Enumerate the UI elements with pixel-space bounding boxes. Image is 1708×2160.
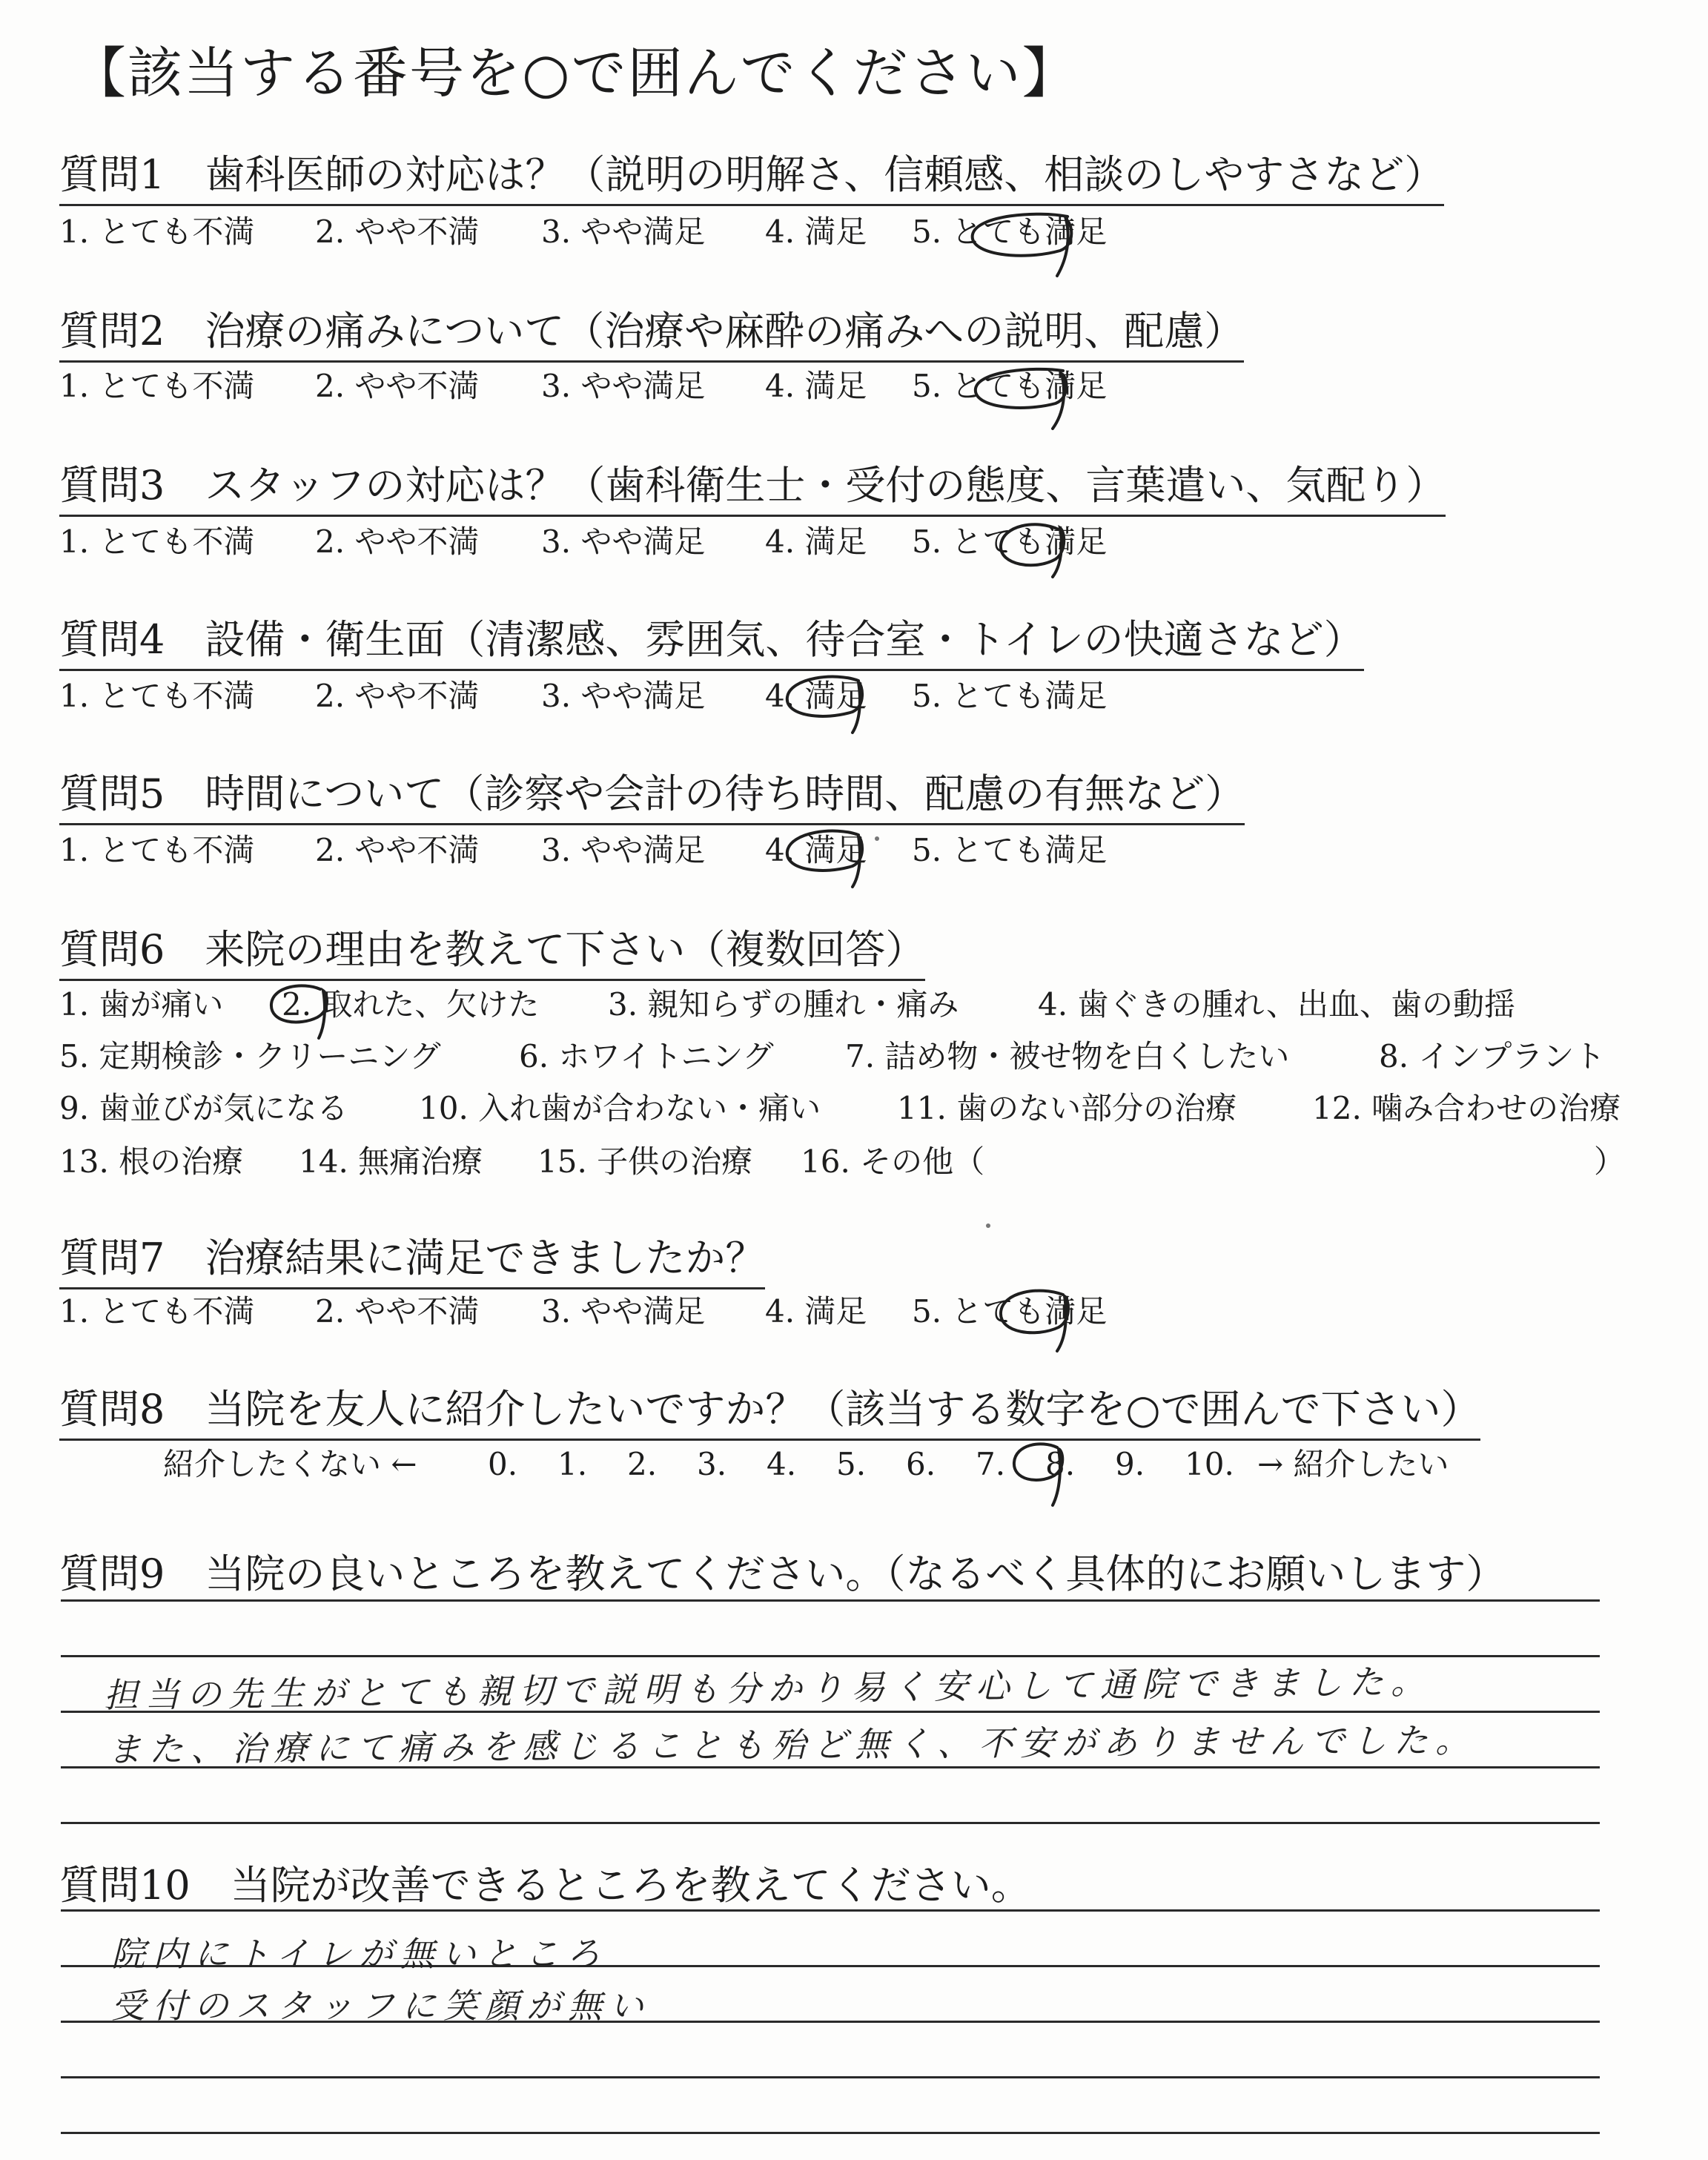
q6-option-15[interactable]: 15. 子供の治療 [537,1143,753,1180]
q6-option-2[interactable]: 2. 取れた、欠けた [282,986,540,1023]
q8-option-10[interactable]: 10. [1185,1446,1234,1482]
q5-option-5[interactable]: 5. とても満足 [912,832,1108,868]
q8-option-7[interactable]: 7. [976,1446,1006,1482]
q5-option-3[interactable]: 3. やや満足 [541,832,706,868]
q8-right-label: → 紹介したい [1257,1446,1449,1482]
q7-option-5[interactable]: 5. とても満足 [912,1293,1108,1330]
q6-option-6[interactable]: 6. ホワイトニング [519,1038,774,1074]
q10-handwritten-answer-1[interactable]: 院内にトイレが無いところ [111,1934,608,1974]
q1-option-2[interactable]: 2. やや不満 [315,214,480,250]
question-8-title: 質問8 当院を友人に紹介したいですか？（該当する数字を○で囲んで下さい） [59,1387,1480,1441]
q7-option-4[interactable]: 4. 満足 [765,1293,867,1330]
question-9-title: 質問9 当院の良いところを教えてください。（なるべく具体的にお願いします） [59,1550,1506,1597]
q8-option-5[interactable]: 5. [836,1446,867,1482]
q6-option-1[interactable]: 1. 歯が痛い [59,986,224,1023]
q2-option-5[interactable]: 5. とても満足 [912,368,1108,404]
q6-option-10[interactable]: 10. 入れ歯が合わない・痛い [419,1090,821,1126]
q9-answer-line-5 [61,1822,1600,1824]
q5-option-4[interactable]: 4. 満足 [765,832,867,868]
q6-option-5[interactable]: 5. 定期検診・クリーニング [59,1038,441,1074]
q1-option-5[interactable]: 5. とても満足 [912,214,1108,250]
q4-option-4[interactable]: 4. 満足 [765,678,867,714]
question-2-title: 質問2 治療の痛みについて（治療や麻酔の痛みへの説明、配慮） [59,308,1244,363]
q4-option-5[interactable]: 5. とても満足 [912,678,1108,714]
q8-option-3[interactable]: 3. [697,1446,727,1482]
q2-option-2[interactable]: 2. やや不満 [315,368,480,404]
q8-option-0[interactable]: 0. [488,1446,518,1482]
q1-option-4[interactable]: 4. 満足 [765,214,867,250]
q6-option-7[interactable]: 7. 詰め物・被せ物を白くしたい [845,1038,1290,1074]
scan-speck [986,1223,990,1228]
q6-option-4[interactable]: 4. 歯ぐきの腫れ、出血、歯の動揺 [1038,986,1515,1023]
q6-option-11[interactable]: 11. 歯のない部分の治療 [897,1090,1237,1126]
q6-option-13[interactable]: 13. 根の治療 [59,1143,244,1180]
question-7-title: 質問7 治療結果に満足できましたか？ [59,1235,765,1289]
question-5-title: 質問5 時間について（診察や会計の待ち時間、配慮の有無など） [59,771,1245,825]
q10-handwritten-answer-2[interactable]: 受付のスタッフに笑顔が無い [111,1986,651,2026]
q6-option-12[interactable]: 12. 噛み合わせの治療 [1312,1090,1621,1126]
q5-option-2[interactable]: 2. やや不満 [315,832,480,868]
question-4-title: 質問4 設備・衛生面（清潔感、雰囲気、待合室・トイレの快適さなど） [59,617,1364,671]
q8-option-9[interactable]: 9. [1115,1446,1145,1482]
q4-option-1[interactable]: 1. とても不満 [59,678,255,714]
q3-option-5[interactable]: 5. とても満足 [912,524,1108,560]
q6-option-8[interactable]: 8. インプラント [1379,1038,1606,1074]
q1-option-1[interactable]: 1. とても不満 [59,214,255,250]
q3-option-3[interactable]: 3. やや満足 [541,524,706,560]
q7-option-3[interactable]: 3. やや満足 [541,1293,706,1330]
q8-left-label: 紹介したくない ← [163,1446,417,1482]
question-3-title: 質問3 スタッフの対応は？（歯科衛生士・受付の態度、言葉遣い、気配り） [59,463,1446,517]
q7-option-2[interactable]: 2. やや不満 [315,1293,480,1330]
q7-option-1[interactable]: 1. とても不満 [59,1293,255,1330]
scan-speck [875,836,879,841]
q9-handwritten-answer-2[interactable]: また、治療にて痛みを感じることも殆ど無く、不安がありませんでした。 [107,1720,1477,1770]
q6-other-close-paren: ） [1594,1143,1626,1180]
q2-option-3[interactable]: 3. やや満足 [541,368,706,404]
q8-option-8[interactable]: 8. [1045,1446,1076,1482]
q10-answer-line-4 [61,2076,1600,2078]
q6-option-16[interactable]: 16. その他（ [801,1143,985,1180]
question-1-title: 質問1 歯科医師の対応は？（説明の明解さ、信頼感、相談のしやすさなど） [59,152,1444,206]
q8-option-6[interactable]: 6. [906,1446,936,1482]
q10-answer-line-1 [61,1909,1600,1912]
q6-option-3[interactable]: 3. 親知らずの腫れ・痛み [608,986,959,1023]
q6-option-14[interactable]: 14. 無痛治療 [299,1143,483,1180]
q10-answer-line-5 [61,2132,1600,2134]
q2-option-4[interactable]: 4. 満足 [765,368,867,404]
q9-handwritten-answer-1[interactable]: 担当の先生がとても親切で説明も分かり易く安心して通院できました。 [103,1661,1433,1716]
form-heading: 【該当する番号を○で囲んでください】 [71,42,1079,105]
q8-option-1[interactable]: 1. [557,1446,588,1482]
q6-option-9[interactable]: 9. 歯並びが気になる [59,1090,348,1126]
q4-option-2[interactable]: 2. やや不満 [315,678,480,714]
q1-option-3[interactable]: 3. やや満足 [541,214,706,250]
q4-option-3[interactable]: 3. やや満足 [541,678,706,714]
q8-option-2[interactable]: 2. [627,1446,658,1482]
q8-option-4[interactable]: 4. [767,1446,797,1482]
q2-option-1[interactable]: 1. とても不満 [59,368,255,404]
q3-option-4[interactable]: 4. 満足 [765,524,867,560]
q3-option-2[interactable]: 2. やや不満 [315,524,480,560]
q9-answer-line-2 [61,1655,1600,1657]
q9-answer-line-1 [61,1599,1600,1602]
q5-option-1[interactable]: 1. とても不満 [59,832,255,868]
q3-option-1[interactable]: 1. とても不満 [59,524,255,560]
question-6-title: 質問6 来院の理由を教えて下さい（複数回答） [59,927,925,981]
question-10-title: 質問10 当院が改善できるところを教えてください。 [59,1862,1031,1909]
